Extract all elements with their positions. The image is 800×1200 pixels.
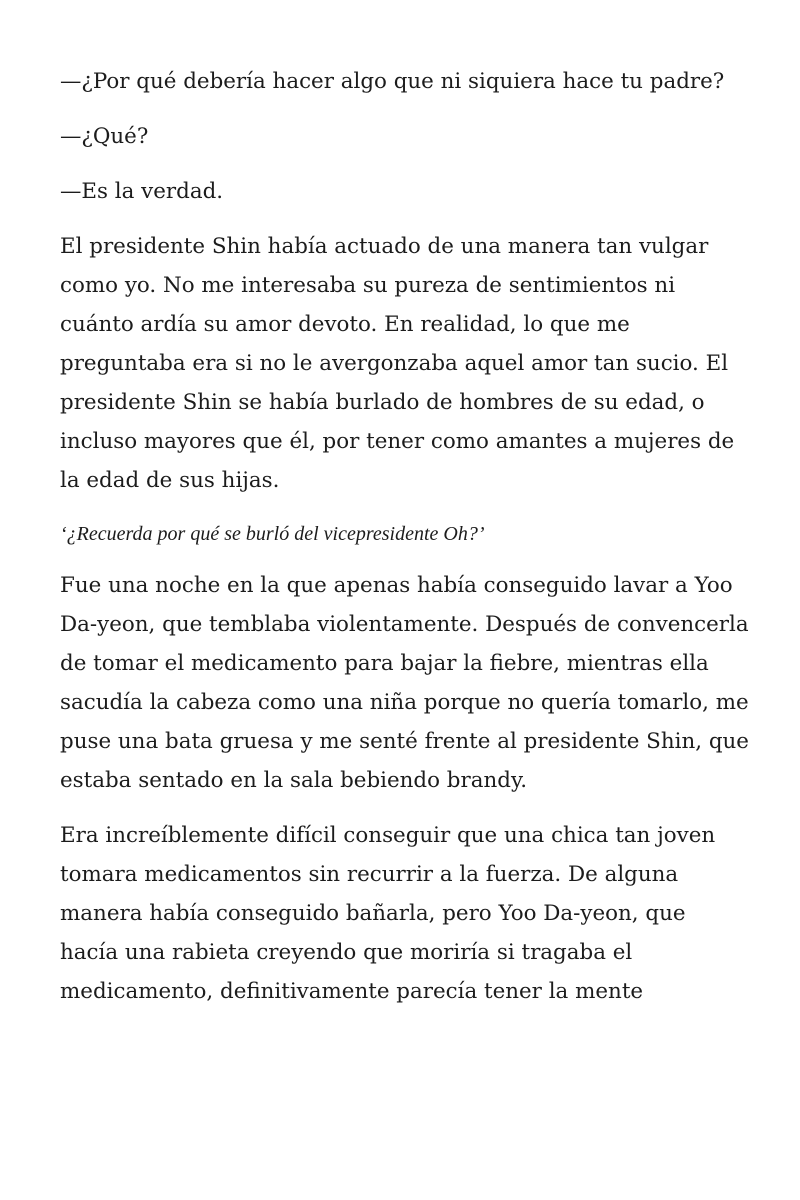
body-paragraph: Era increíblemente difícil conseguir que una chica tan joven tomara medicamentos sin recurrir a la fuerza. De alguna manera había conseguido bañarla, pero Yoo Da-yeon, que hacía una rabieta creyendo que moriría si tragaba el medicamento, definitivamente parecía tener la mente (60, 823, 716, 1004)
dialogue-paragraph: —¿Qué? (60, 124, 149, 149)
document-page (60, 62, 750, 1027)
body-paragraph: El presidente Shin había actuado de una manera tan vulgar como yo. No me interesaba su pureza de sentimientos ni cuánto ardía su amor devoto. En realidad, lo que me preguntaba era si no le avergonzaba aquel amor tan sucio. El presidente Shin se había burlado de hombres de su edad, o incluso mayores que él, por tener como amantes a mujeres de la edad de sus hijas. (60, 234, 735, 493)
dialogue-paragraph: —Es la verdad. (60, 179, 224, 204)
inner-thought-paragraph: ‘¿Recuerda por qué se burló del vicepresidente Oh?’ (60, 523, 485, 545)
body-paragraph: Fue una noche en la que apenas había conseguido lavar a Yoo Da-yeon, que temblaba violentamente. Después de convencerla de tomar el medicamento para bajar la fiebre, mientras ella sacudía la cabeza como una niña porque no quería tomarlo, me puse una bata gruesa y me senté frente al presidente Shin, que estaba sentado en la sala bebiendo brandy. (60, 573, 749, 793)
dialogue-paragraph: —¿Por qué debería hacer algo que ni siquiera hace tu padre? (60, 69, 725, 94)
